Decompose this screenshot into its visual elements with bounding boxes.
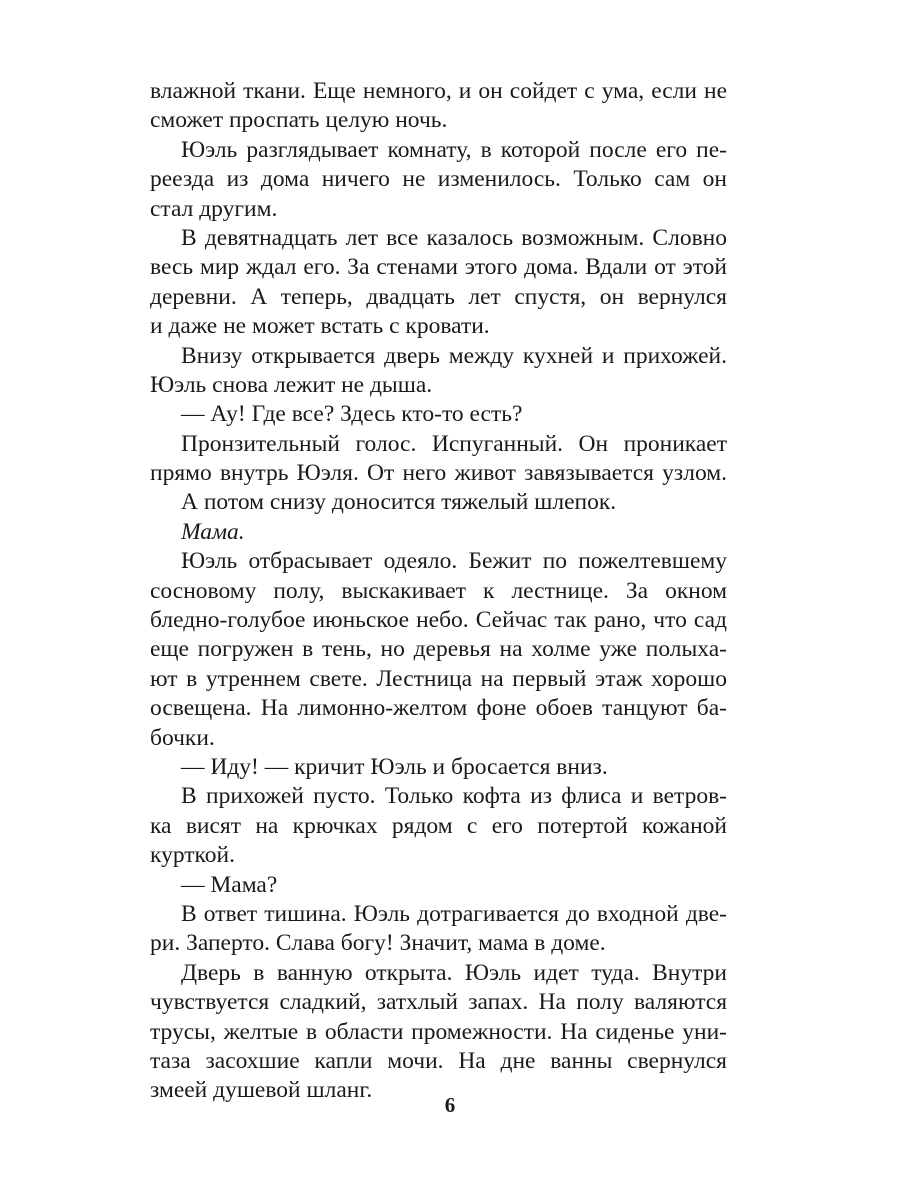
text-line: Дверь в ванную открыта. Юэль идет туда. Внутри bbox=[181, 959, 727, 986]
text-line: ри. Заперто. Слава богу! Значит, мама в доме. bbox=[150, 930, 606, 957]
text-line: и даже не может встать с кровати. bbox=[150, 313, 490, 340]
text-line: ка висят на крючках рядом с его потертой кожаной bbox=[150, 812, 727, 839]
text-line: — Иду! — кричит Юэль и бросается вниз. bbox=[181, 753, 608, 780]
text-line: — Ау! Где все? Здесь кто-то есть? bbox=[181, 401, 523, 428]
text-line: реезда из дома ничего не изменилось. Только сам он bbox=[150, 166, 727, 193]
text-line: прямо внутрь Юэля. От него живот завязывается узлом. bbox=[150, 460, 727, 487]
text-line: трусы, желтые в области промежности. На сиденье уни- bbox=[150, 1018, 727, 1045]
text-line: Мама. bbox=[181, 518, 245, 545]
text-line: освещена. На лимонно-желтом фоне обоев танцуют ба- bbox=[150, 695, 727, 722]
text-line: бочки. bbox=[150, 724, 215, 751]
text-line: ют в утреннем свете. Лестница на первый этаж хорошо bbox=[150, 665, 727, 692]
text-line: А потом снизу доносится тяжелый шлепок. bbox=[181, 489, 617, 516]
text-line: В прихожей пусто. Только кофта из флиса и ветров- bbox=[181, 783, 727, 810]
text-line: стал другим. bbox=[150, 195, 278, 222]
text-line: — Мама? bbox=[181, 871, 278, 898]
text-line: еще погружен в тень, но деревья на холме уже полыха- bbox=[150, 636, 727, 663]
text-line: сосновому полу, выскакивает к лестнице. За окном bbox=[150, 577, 727, 604]
text-line: деревни. А теперь, двадцать лет спустя, он вернулся bbox=[150, 283, 727, 310]
text-line: таза засохшие капли мочи. На дне ванны свернулся bbox=[150, 1047, 727, 1074]
text-line: В ответ тишина. Юэль дотрагивается до входной две- bbox=[181, 900, 727, 927]
text-line: Пронзительный голос. Испуганный. Он проникает bbox=[181, 430, 727, 457]
text-line: змеей душевой шланг. bbox=[150, 1077, 373, 1104]
text-line: влажной ткани. Еще немного, и он сойдет с ума, если не bbox=[150, 78, 727, 104]
text-line: курткой. bbox=[150, 842, 235, 869]
text-line: В девятнадцать лет все казалось возможным. Словно bbox=[181, 224, 727, 251]
text-line: Внизу открывается дверь между кухней и прихожей. bbox=[181, 342, 727, 369]
text-line: весь мир ждал его. За стенами этого дома. Вдали от этой bbox=[150, 254, 727, 281]
text-line: Юэль отбрасывает одеяло. Бежит по пожелтевшему bbox=[181, 548, 727, 575]
page-body-text bbox=[150, 77, 727, 1106]
text-line: сможет проспать целую ночь. bbox=[150, 107, 448, 134]
page-number: 6 bbox=[444, 1093, 456, 1117]
text-line: Юэль разглядывает комнату, в которой после его пе- bbox=[181, 136, 727, 163]
text-line: чувствуется сладкий, затхлый запах. На полу валяются bbox=[150, 989, 727, 1016]
text-line: бледно-голубое июньское небо. Сейчас так рано, что сад bbox=[150, 607, 727, 634]
text-line: Юэль снова лежит не дыша. bbox=[150, 371, 433, 398]
